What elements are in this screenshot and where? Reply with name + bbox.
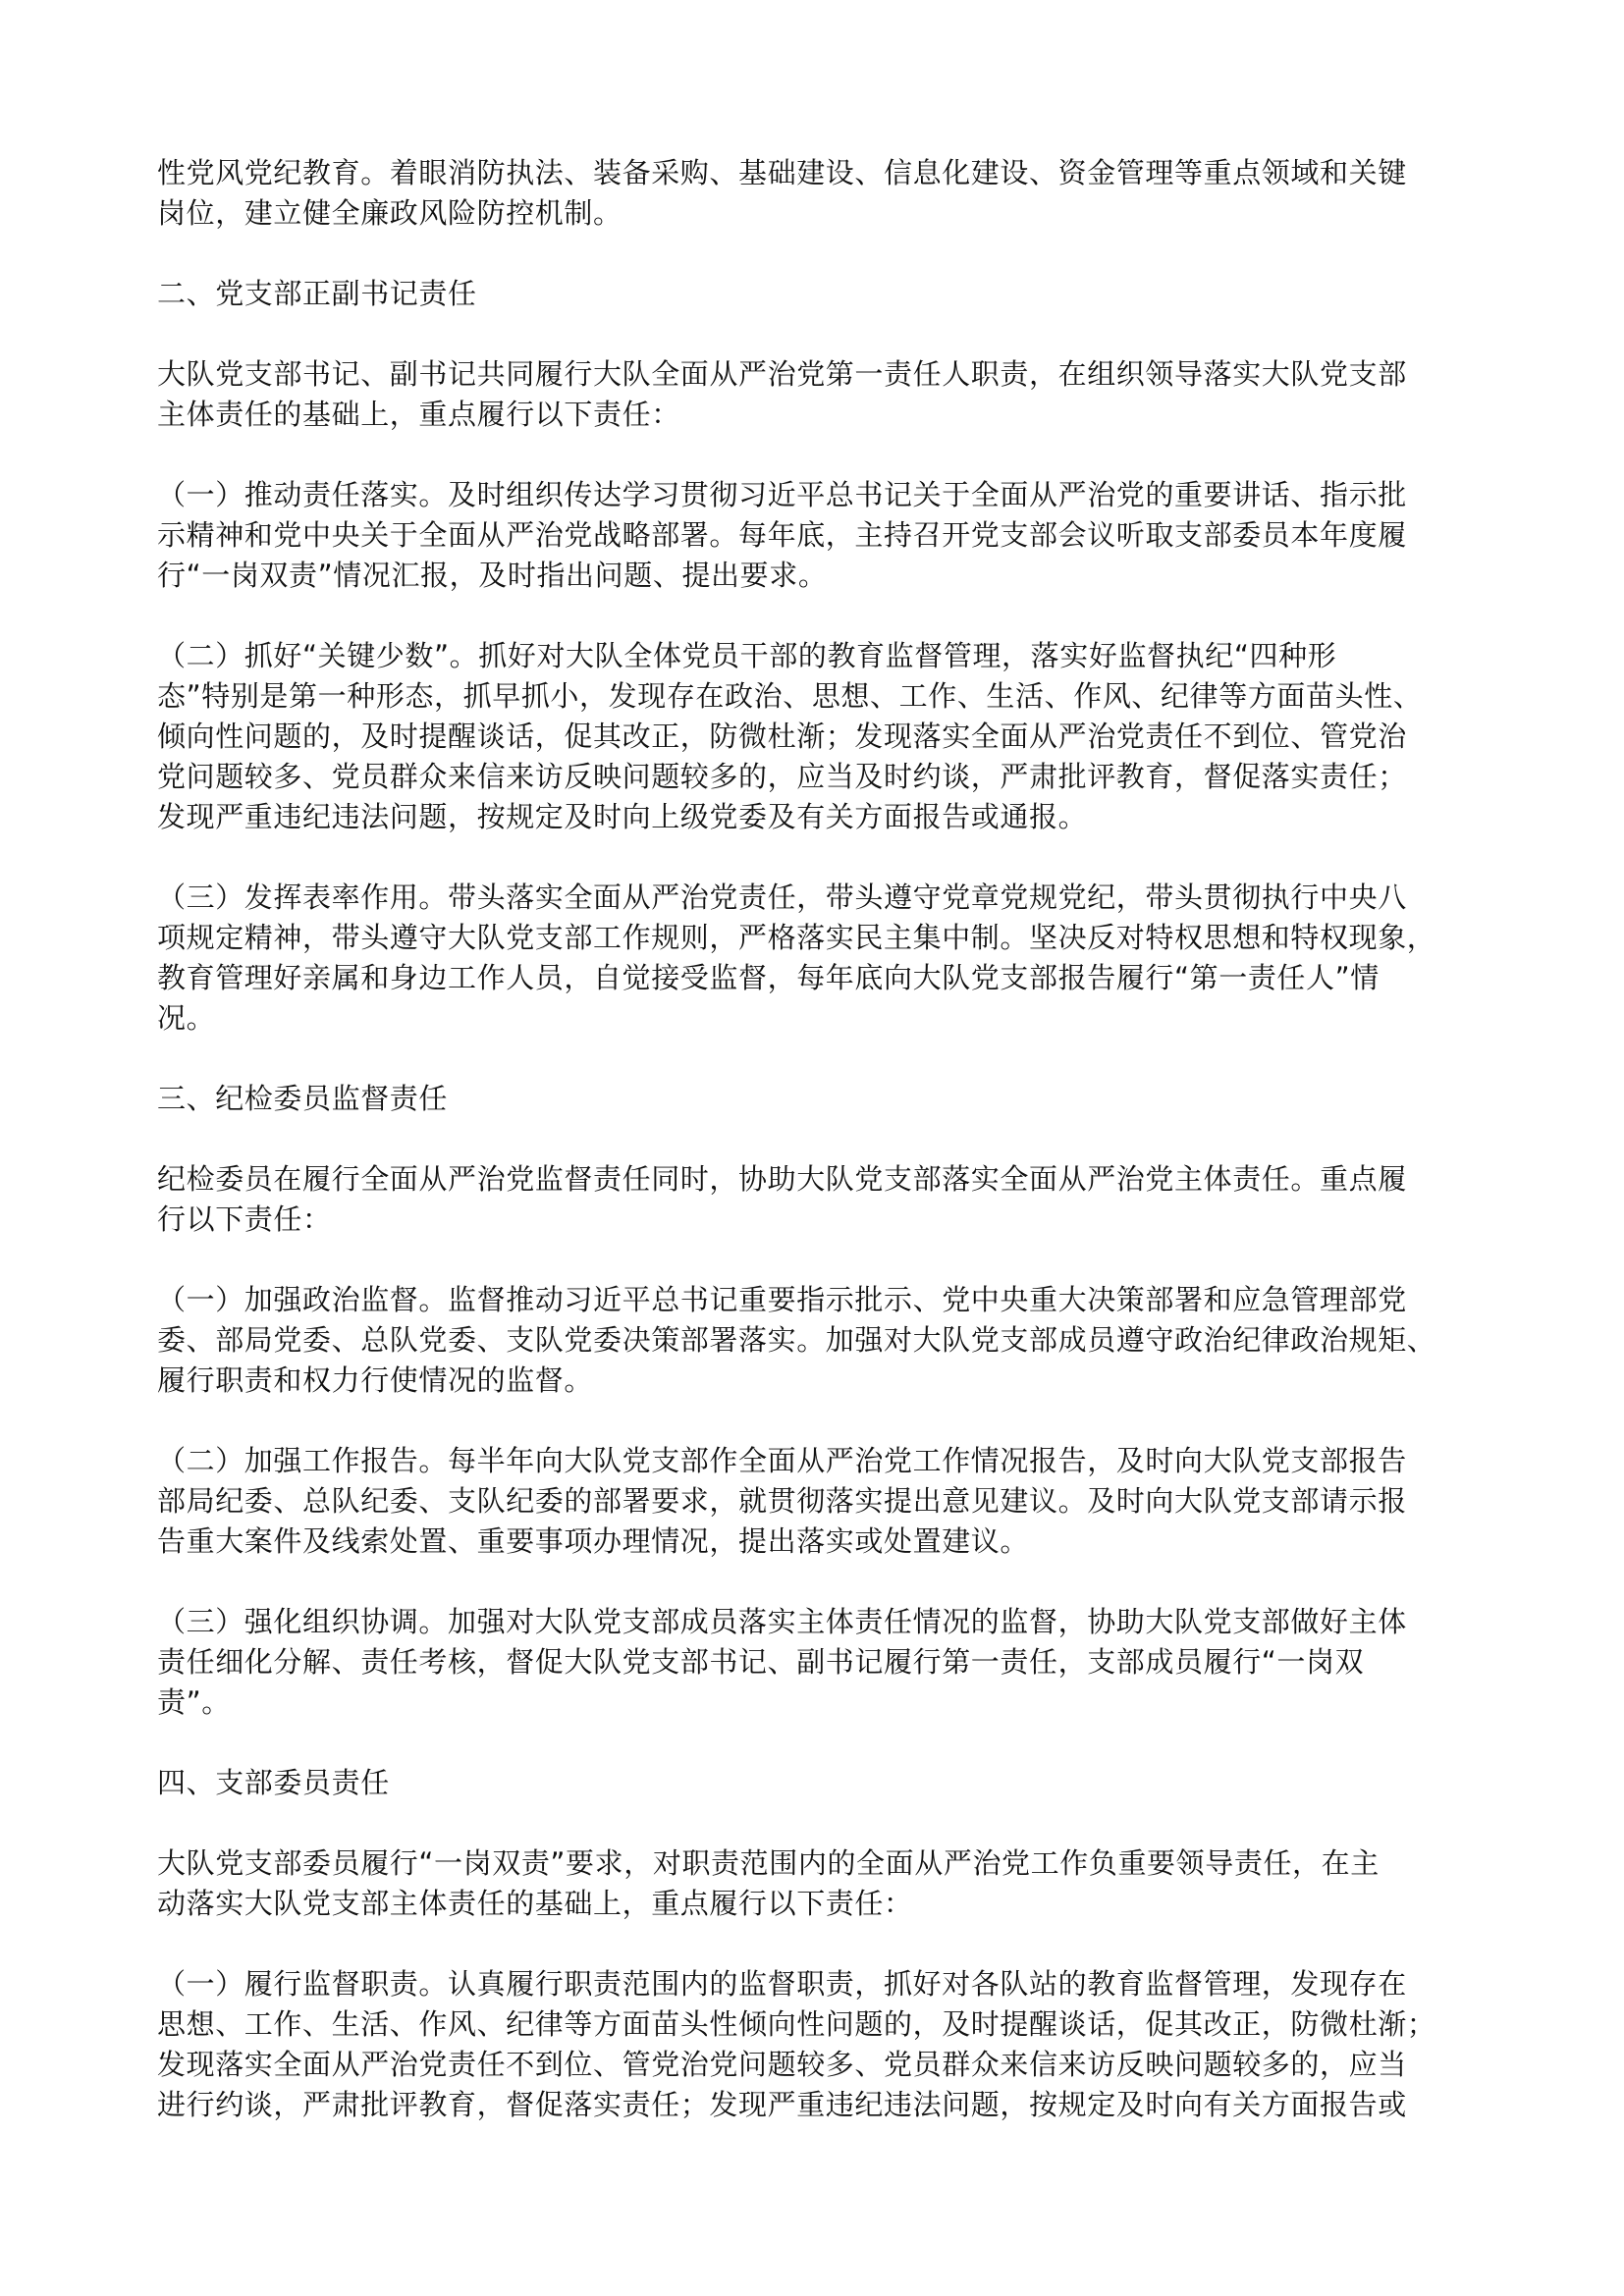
- text-line: 党问题较多、党员群众来信来访反映问题较多的，应当及时约谈，严肃批评教育，督促落实责任；: [157, 760, 1407, 793]
- paragraph: [157, 1159, 1473, 1240]
- text-line: 动落实大队党支部主体责任的基础上，重点履行以下责任：: [157, 1887, 913, 1920]
- text-line: 二、党支部正副书记责任: [157, 277, 477, 310]
- text-line: （一）履行监督职责。认真履行职责范围内的监督职责，抓好对各队站的教育监督管理，发现存在: [157, 1967, 1407, 2001]
- paragraph: [157, 878, 1473, 1039]
- text-line: （一）加强政治监督。监督推动习近平总书记重要指示批示、党中央重大决策部署和应急管理部党: [157, 1283, 1407, 1316]
- paragraph: [157, 354, 1473, 435]
- paragraph: [157, 1441, 1473, 1562]
- text-line: 告重大案件及线索处置、重要事项办理情况，提出落实或处置建议。: [157, 1524, 1030, 1558]
- text-line: 履行职责和权力行使情况的监督。: [157, 1363, 594, 1397]
- paragraph: [157, 636, 1473, 837]
- text-line: 项规定精神，带头遵守大队党支部工作规则，严格落实民主集中制。坚决反对特权思想和特权现象，: [157, 921, 1436, 954]
- text-line: （三）发挥表率作用。带头落实全面从严治党责任，带头遵守党章党规党纪，带头贯彻执行中央八: [157, 881, 1407, 914]
- text-line: 大队党支部书记、副书记共同履行大队全面从严治党第一责任人职责，在组织领导落实大队党支部: [157, 357, 1407, 391]
- text-line: 态”特别是第一种形态，抓早抓小，发现存在政治、思想、工作、生活、作风、纪律等方面苗头性、: [157, 679, 1423, 713]
- text-line: 行以下责任：: [157, 1202, 332, 1236]
- paragraph: [157, 1964, 1473, 2125]
- text-line: （二）抓好“关键少数”。抓好对大队全体党员干部的教育监督管理，落实好监督执纪“四种形: [157, 639, 1337, 672]
- text-line: 四、支部委员责任: [157, 1766, 390, 1799]
- paragraph: [157, 1280, 1473, 1401]
- text-line: 行“一岗双责”情况汇报，及时指出问题、提出要求。: [157, 559, 828, 592]
- text-line: 况。: [157, 1001, 216, 1035]
- text-line: 三、纪检委员监督责任: [157, 1082, 449, 1115]
- section-heading: [157, 1763, 1473, 1803]
- document-body: [157, 153, 1473, 2165]
- section-heading: [157, 1079, 1473, 1119]
- text-line: （一）推动责任落实。及时组织传达学习贯彻习近平总书记关于全面从严治党的重要讲话、指示批: [157, 478, 1407, 511]
- text-line: 发现严重违纪违法问题，按规定及时向上级党委及有关方面报告或通报。: [157, 800, 1088, 833]
- paragraph: [157, 475, 1473, 596]
- paragraph: [157, 1843, 1473, 1924]
- text-line: 主体责任的基础上，重点履行以下责任：: [157, 398, 680, 431]
- text-line: 示精神和党中央关于全面从严治党战略部署。每年底，主持召开党支部会议听取支部委员本年度履: [157, 518, 1407, 552]
- text-line: 责”。: [157, 1685, 231, 1719]
- text-line: 教育管理好亲属和身边工作人员，自觉接受监督，每年底向大队党支部报告履行“第一责任人”情: [157, 961, 1380, 994]
- paragraph: [157, 1602, 1473, 1723]
- text-line: 责任细化分解、责任考核，督促大队党支部书记、副书记履行第一责任，支部成员履行“一岗双: [157, 1645, 1365, 1679]
- text-line: 思想、工作、生活、作风、纪律等方面苗头性倾向性问题的，及时提醒谈话，促其改正，防微杜渐；: [157, 2007, 1436, 2041]
- text-line: 委、部局党委、总队党委、支队党委决策部署落实。加强对大队党支部成员遵守政治纪律政治规矩、: [157, 1323, 1436, 1357]
- text-line: 岗位，建立健全廉政风险防控机制。: [157, 196, 623, 230]
- text-line: （三）强化组织协调。加强对大队党支部成员落实主体责任情况的监督，协助大队党支部做好主体: [157, 1605, 1407, 1638]
- text-line: 性党风党纪教育。着眼消防执法、装备采购、基础建设、信息化建设、资金管理等重点领域和关键: [157, 156, 1407, 189]
- section-heading: [157, 274, 1473, 314]
- text-line: 纪检委员在履行全面从严治党监督责任同时，协助大队党支部落实全面从严治党主体责任。重点履: [157, 1162, 1407, 1196]
- text-line: 发现落实全面从严治党责任不到位、管党治党问题较多、党员群众来信来访反映问题较多的，应当: [157, 2048, 1407, 2081]
- text-line: 部局纪委、总队纪委、支队纪委的部署要求，就贯彻落实提出意见建议。及时向大队党支部请示报: [157, 1484, 1407, 1518]
- text-line: 倾向性问题的，及时提醒谈话，促其改正，防微杜渐；发现落实全面从严治党责任不到位、管党治: [157, 720, 1407, 753]
- text-line: （二）加强工作报告。每半年向大队党支部作全面从严治党工作情况报告，及时向大队党支部报告: [157, 1444, 1407, 1477]
- text-line: 进行约谈，严肃批评教育，督促落实责任；发现严重违纪违法问题，按规定及时向有关方面报告或: [157, 2088, 1407, 2121]
- paragraph: [157, 153, 1473, 234]
- text-line: 大队党支部委员履行“一岗双责”要求，对职责范围内的全面从严治党工作负重要领导责任，在主: [157, 1846, 1380, 1880]
